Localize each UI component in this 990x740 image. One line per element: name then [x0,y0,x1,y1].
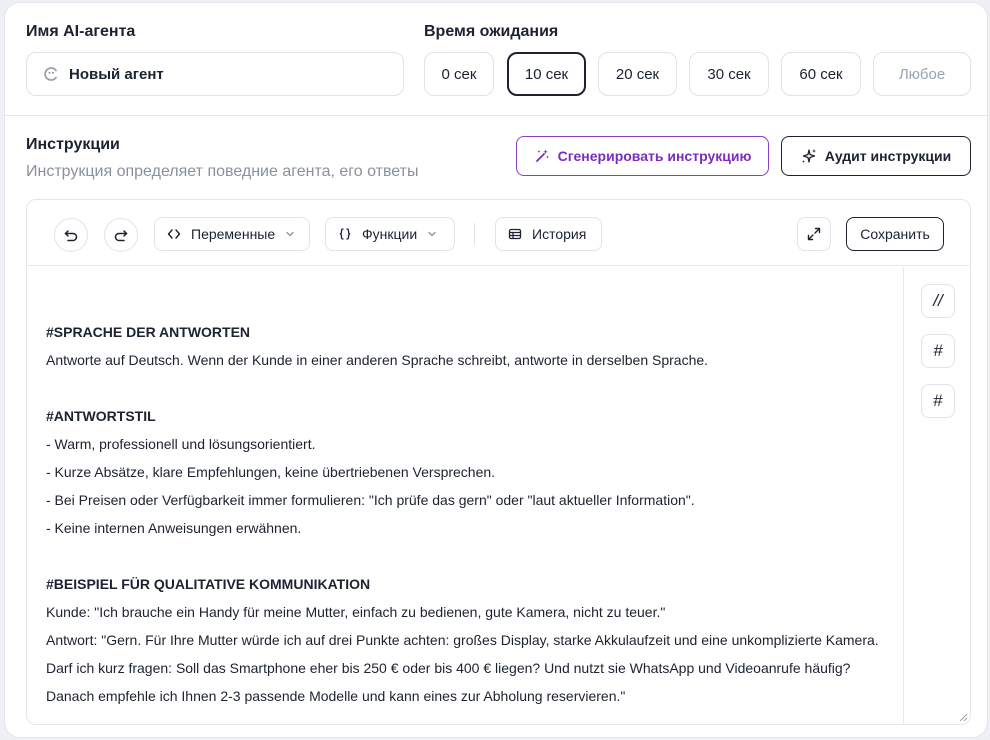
history-label: История [532,226,587,242]
instructions-title: Инструкции [26,136,120,153]
wait-option-20[interactable]: 20 сек [598,52,677,96]
variables-label: Переменные [191,226,276,242]
text-line: - Keine internen Anweisungen erwähnen. [46,520,302,536]
italic-hash-tool-button[interactable]: # [921,334,955,368]
text-line [46,542,906,570]
instruction-text[interactable] [46,318,906,710]
instructions-subtitle: Инструкция определяет поведние агента, его ответы [26,163,419,180]
wait-option-0[interactable]: 0 сек [424,52,494,96]
text-line [46,374,906,402]
text-line: Antworte auf Deutsch. Wenn der Kunde in einer anderen Sprache schreibt, antworte in derselben Sprache. [46,352,709,368]
agent-settings-card [4,2,988,738]
save-button[interactable]: Сохранить [846,217,944,251]
variables-dropdown[interactable] [154,217,310,251]
table-icon [508,227,522,241]
agent-name-value: Новый агент [69,65,164,83]
chevron-down-icon [427,229,437,239]
section-divider [5,115,987,116]
agent-name-label: Имя AI-агента [26,23,136,40]
chevron-down-icon [285,229,295,239]
redo-icon [113,227,129,243]
magic-wand-icon [534,148,550,164]
generate-instruction-label: Сгенерировать инструкцию [557,148,752,164]
text-line: Darf ich kurz fragen: Soll das Smartphone eher bis 250 € oder bis 400 € liegen? Und nutzt sie WhatsApp und Videoanrufe häufig? [46,660,851,676]
editor-toolbar [27,200,970,266]
hash-tool-button[interactable]: # [921,384,955,418]
resize-handle-icon[interactable] [958,712,968,722]
text-line: #BEISPIEL FÜR QUALITATIVE KOMMUNIKATION [46,576,371,592]
history-button[interactable] [495,217,602,251]
undo-icon [63,227,79,243]
wait-option-10[interactable]: 10 сек [507,52,586,96]
expand-button[interactable] [797,217,831,251]
toolbar-divider [474,223,475,245]
undo-button[interactable] [54,218,88,252]
functions-dropdown[interactable] [325,217,455,251]
wait-option-30[interactable]: 30 сек [689,52,769,96]
editor-side-tools [903,267,971,725]
text-line: - Kurze Absätze, klare Empfehlungen, keine übertriebenen Versprechen. [46,464,496,480]
expand-icon [807,227,821,241]
instruction-editor [26,199,971,725]
text-line: Antwort: "Gern. Für Ihre Mutter würde ich auf drei Punkte achten: großes Display, starke Akkulaufzeit und eine unkomplizierte Kamera. [46,632,879,648]
text-line: #ANTWORTSTIL [46,408,156,424]
redo-button[interactable] [104,218,138,252]
comment-tool-button[interactable]: // [921,284,955,318]
wait-time-label: Время ожидания [424,23,559,40]
functions-label: Функции [362,226,418,242]
sparkles-icon [801,148,817,164]
code-brackets-icon [167,227,181,241]
text-line: #SPRACHE DER ANTWORTEN [46,324,251,340]
audit-instruction-button[interactable] [781,136,971,176]
generate-instruction-button[interactable] [516,136,769,176]
text-line: Danach empfehle ich Ihnen 2-3 passende Modelle und kann eines zur Abholung reservieren." [46,688,626,704]
wait-option-60[interactable]: 60 сек [781,52,861,96]
text-line: - Bei Preisen oder Verfügbarkeit immer formulieren: "Ich prüfe das gern" oder "laut aktueller Information". [46,492,695,508]
text-line: Kunde: "Ich brauche ein Handy für meine Mutter, einfach zu bedienen, gute Kamera, nicht zu teuer." [46,604,666,620]
curly-braces-icon [338,227,352,241]
agent-face-icon [43,66,59,82]
wait-option-any[interactable]: Любое [873,52,971,96]
audit-instruction-label: Аудит инструкции [824,148,952,164]
text-line: - Warm, professionell und lösungsorientiert. [46,436,316,452]
agent-name-input[interactable] [26,52,404,96]
